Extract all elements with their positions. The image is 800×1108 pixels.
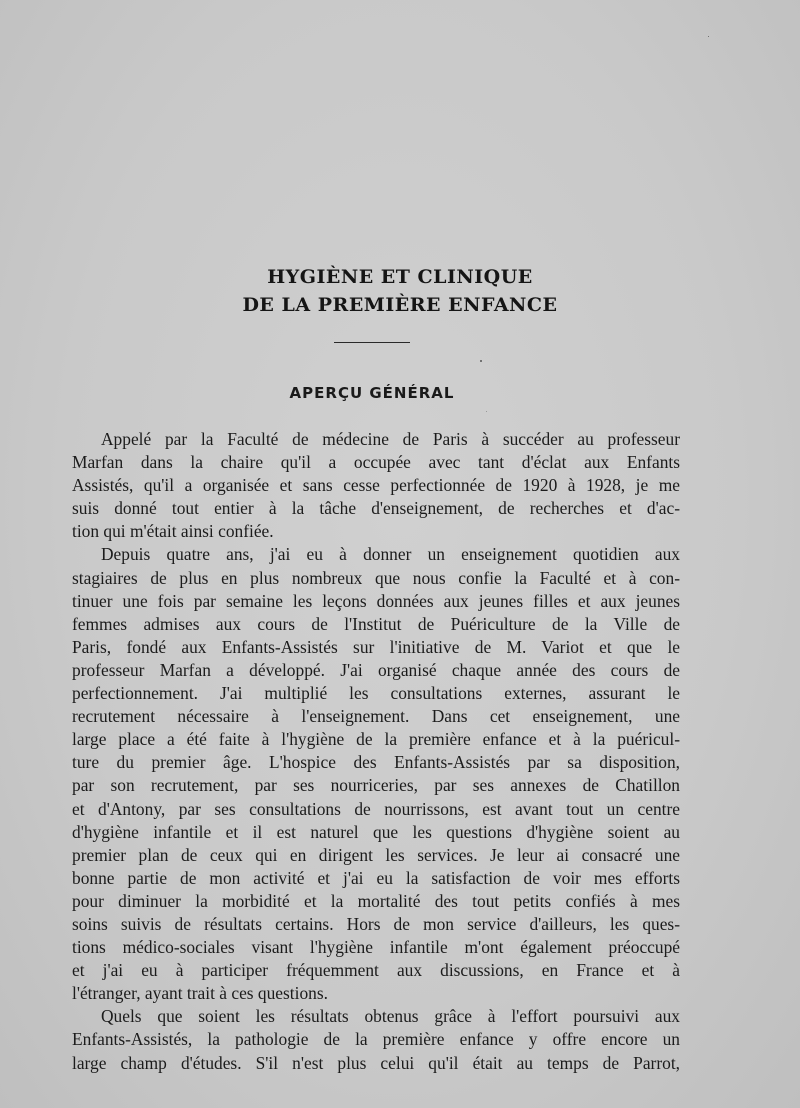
text-line: tion qui m'était ainsi confiée. — [72, 521, 274, 542]
text-line: tinuer une fois par semaine les leçons données aux jeunes filles et aux jeunes — [72, 590, 680, 611]
text-line: perfectionnement. J'ai multiplié les consultations externes, assurant le — [72, 683, 680, 704]
text-line: recrutement nécessaire à l'enseignement. Dans cet enseignement, une — [72, 706, 680, 727]
text-line: Assistés, qu'il a organisée et sans cesse perfectionnée de 1920 à 1928, je me — [72, 475, 680, 496]
scan-speck — [480, 360, 482, 362]
text-line: par son recrutement, par ses nourriceries, par ses annexes de Chatillon — [72, 775, 680, 796]
scan-speck — [486, 411, 487, 412]
text-line: d'hygiène infantile et il est naturel que les questions d'hygiène soient au — [72, 821, 680, 842]
text-line: et d'Antony, par ses consultations de nourrissons, est avant tout un centre — [72, 798, 680, 819]
text-line: ture du premier âge. L'hospice des Enfants-Assistés par sa disposition, — [72, 752, 680, 773]
text-line: large champ d'études. S'il n'est plus celui qu'il était au temps de Parrot, — [72, 1052, 680, 1073]
title-divider-rule — [334, 342, 410, 343]
section-title: APERÇU GÉNÉRAL — [289, 384, 455, 402]
text-line: premier plan de ceux qui en dirigent les services. Je leur ai consacré une — [72, 844, 680, 865]
chapter-title-line-2: DE LA PREMIÈRE ENFANCE — [242, 294, 558, 316]
text-line: stagiaires de plus en plus nombreux que nous confie la Faculté et à con- — [72, 567, 680, 588]
text-line: Depuis quatre ans, j'ai eu à donner un enseignement quotidien aux — [101, 544, 680, 565]
text-line: pour diminuer la morbidité et la mortalité des tout petits confiés à mes — [72, 890, 680, 911]
text-line: bonne partie de mon activité et j'ai eu la satisfaction de voir mes efforts — [72, 867, 680, 888]
text-line: femmes admises aux cours de l'Institut de Puériculture de la Ville de — [72, 613, 680, 634]
text-line: Quels que soient les résultats obtenus grâce à l'effort poursuivi aux — [101, 1006, 680, 1027]
scan-speck — [708, 36, 709, 37]
body-text — [72, 428, 680, 1075]
text-line: Enfants-Assistés, la pathologie de la première enfance y offre encore un — [72, 1029, 680, 1050]
paragraph-3 — [72, 1005, 680, 1074]
text-line: professeur Marfan a développé. J'ai organisé chaque année des cours de — [72, 659, 680, 680]
text-line: l'étranger, ayant trait à ces questions. — [72, 983, 328, 1004]
text-line: Appelé par la Faculté de médecine de Paris à succéder au professeur — [101, 429, 680, 449]
text-line: Paris, fondé aux Enfants-Assistés sur l'initiative de M. Variot et que le — [72, 636, 680, 657]
paragraph-2 — [72, 543, 680, 1005]
text-line: et j'ai eu à participer fréquemment aux discussions, en France et à — [72, 960, 680, 981]
paragraph-1 — [72, 428, 680, 543]
text-line: suis donné tout entier à la tâche d'enseignement, de recherches et d'ac- — [72, 498, 680, 519]
text-line: soins suivis de résultats certains. Hors de mon service d'ailleurs, les ques- — [72, 913, 680, 934]
text-line: large place a été faite à l'hygiène de la première enfance et à la puéricul- — [72, 729, 680, 750]
text-line: Marfan dans la chaire qu'il a occupée avec tant d'éclat aux Enfants — [72, 452, 680, 473]
chapter-title-line-1: HYGIÈNE ET CLINIQUE — [267, 266, 533, 288]
text-line: tions médico-sociales visant l'hygiène infantile m'ont également préoccupé — [72, 937, 680, 958]
